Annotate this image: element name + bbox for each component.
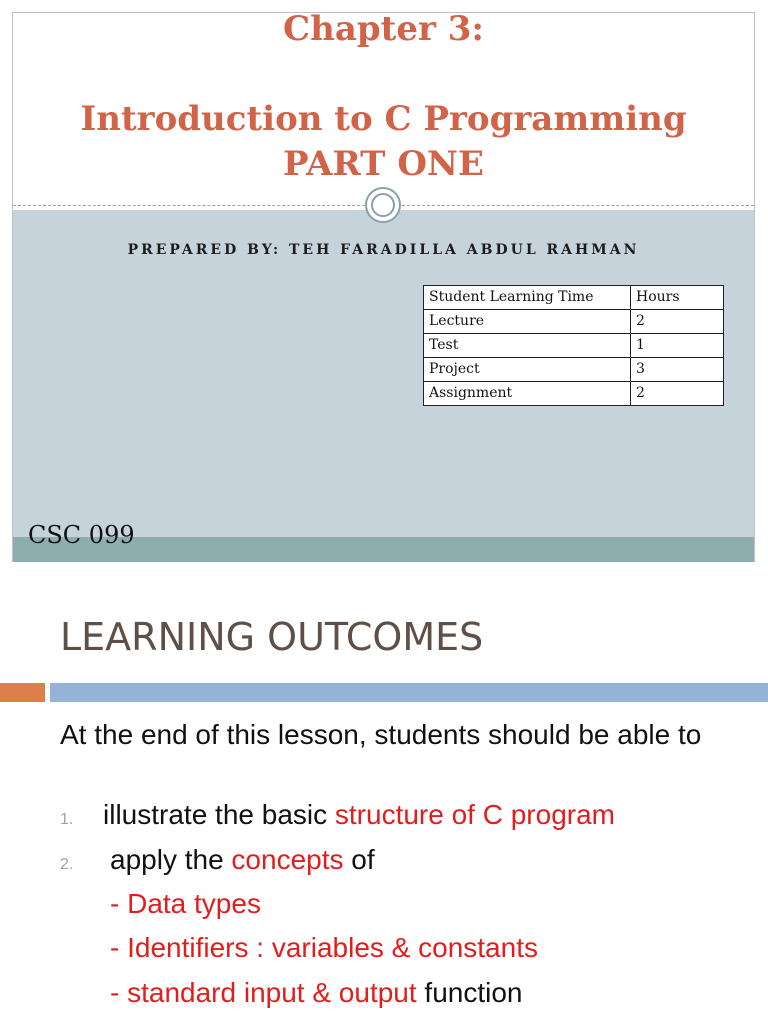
list-item-text: function (416, 977, 523, 1008)
sub-item-io (110, 977, 523, 1009)
intro-text: At the end of this lesson, students should be able to (60, 719, 702, 750)
table-cell: Project (424, 358, 631, 382)
accent-bar-orange (0, 683, 45, 702)
highlighted-text: concepts (231, 844, 344, 875)
table-cell: Test (424, 334, 631, 358)
list-item-text: of (343, 844, 375, 875)
course-code: CSC 099 (28, 521, 135, 549)
title-area (13, 9, 754, 209)
list-item-text: apply the (110, 844, 232, 875)
table-row (424, 310, 724, 334)
divider-circle-ornament (365, 187, 401, 223)
table-cell: 2 (631, 382, 724, 406)
table-header-row (424, 286, 724, 310)
accent-bar-blue (50, 683, 768, 702)
chapter-heading: Chapter 3: (283, 9, 484, 49)
table-row (424, 382, 724, 406)
part-label: PART ONE (283, 144, 484, 184)
table-row (424, 358, 724, 382)
list-number: 2. (60, 856, 74, 873)
table-cell: Lecture (424, 310, 631, 334)
table-cell: 3 (631, 358, 724, 382)
table-header-cell: Hours (631, 286, 724, 310)
list-item-text: illustrate the basic (103, 799, 335, 830)
list-number: 1. (60, 811, 74, 828)
table-row (424, 334, 724, 358)
table-cell: Assignment (424, 382, 631, 406)
title-slide (12, 9, 755, 562)
highlighted-text: structure of C program (334, 799, 615, 830)
list-item (110, 844, 375, 876)
highlighted-text: - standard input & output (110, 977, 417, 1008)
table-cell: 2 (631, 310, 724, 334)
chapter-title: Introduction to C Programming (80, 99, 687, 139)
table-cell: 1 (631, 334, 724, 358)
section-title: LEARNING OUTCOMES (60, 615, 484, 659)
sub-item-data-types: - Data types (110, 888, 261, 919)
sub-item-identifiers: - Identifiers : variables & constants (110, 932, 538, 963)
prepared-by: PREPARED BY: TEH FARADILLA ABDUL RAHMAN (127, 242, 640, 258)
list-item (103, 799, 615, 831)
learning-time-table (423, 285, 724, 406)
table-header-cell: Student Learning Time (424, 286, 631, 310)
